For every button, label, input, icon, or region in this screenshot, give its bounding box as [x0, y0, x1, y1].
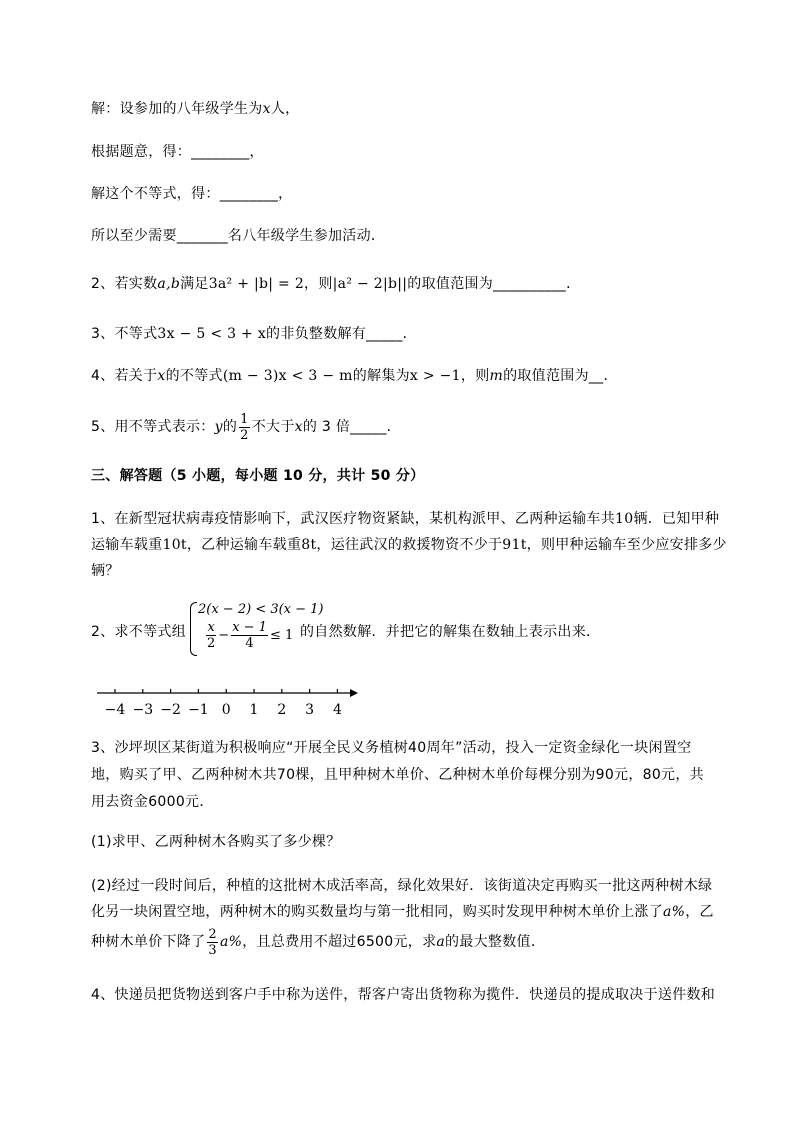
number-line — [95, 686, 365, 722]
var-x: x — [262, 101, 271, 117]
problem-3-part-1: (1)求甲、乙两种树木各购买了多少棵？ — [91, 834, 341, 850]
fraction-one-half: $\frac{1}{2}$ — [240, 411, 249, 443]
number-line-label: 0 — [221, 702, 231, 718]
question-4: 4、若关于x的不等式(m − 3)x < 3 − m的解集为x > −1，则m的取值范围为__． — [91, 368, 618, 384]
number-line-label: −1 — [188, 702, 209, 718]
number-line-label: −2 — [160, 702, 181, 718]
problem-1-line-1: 1、在新型冠状病毒疫情影响下，武汉医疗物资紧缺，某机构派甲、乙两种运输车共10辆．已知甲种 — [91, 511, 720, 527]
solution-intro: 解：设参加的八年级学生为x人， — [91, 101, 300, 117]
number-line-label: 2 — [277, 702, 287, 718]
section-3-heading: 三、解答题（5 小题，每小题 10 分，共计 50 分） — [91, 468, 425, 484]
problem-3-line-3: 用去资金6000元． — [91, 794, 214, 810]
problem-3-line-1: 3、沙坪坝区某街道为积极响应“开展全民义务植树40周年”活动，投入一定资金绿化一块闲置空 — [91, 740, 692, 756]
question-5: 5、用不等式表示：y的 $\frac{1}{2}$ 不大于x的 3 倍_____． — [91, 411, 401, 443]
fraction-two-thirds: $\frac{2}{3}$ — [208, 926, 217, 958]
problem-2-prefix: 2、求不等式组 — [91, 624, 187, 640]
inequality-system — [190, 600, 324, 656]
question-2: 2、若实数a,b满足3a² + |b| = 2，则|a² − 2|b||的取值范围为__________． — [91, 276, 581, 292]
number-line-label: 3 — [305, 702, 315, 718]
problem-3-part-2-line-1: (2)经过一段时间后，种植的这批树木成活率高，绿化效果好．该街道决定再购买一批这两种树木绿 — [91, 878, 713, 894]
number-line-label: 4 — [332, 702, 342, 718]
blank-at-least: 所以至少需要_______名八年级学生参加活动． — [91, 228, 386, 244]
number-line-arrow — [350, 689, 358, 697]
problem-3-line-2: 地，购买了甲、乙两种树木共70棵，且甲种树木单价、乙种树木单价每棵分别为90元，80元，共 — [91, 767, 704, 783]
problem-1-line-2: 运输车载重10t，乙种运输车载重8t，运往武汉的救援物资不少于91t，则甲种运输车至少应安排多少 — [91, 537, 727, 553]
blank-according: 根据题意，得：________， — [91, 144, 264, 160]
problem-4-line-1: 4、快递员把货物送到客户手中称为送件，帮客户寄出货物称为揽件．快递员的提成取决于送件数和 — [91, 987, 716, 1003]
number-line-label: −3 — [132, 702, 154, 718]
number-line-label: 1 — [249, 702, 259, 718]
system-row-2: $\frac{x}{2}$ − $\frac{x - 1}{4}$ ≤ 1 — [207, 620, 294, 651]
left-brace — [190, 602, 197, 656]
question-3: 3、不等式3x − 5 < 3 + x的非负整数解有_____． — [91, 326, 417, 342]
problem-2-suffix: 的自然数解．并把它的解集在数轴上表示出来． — [300, 624, 601, 640]
system-row-1: 2(x − 2) < 3(x − 1) — [198, 602, 324, 617]
number-line-label: −4 — [104, 702, 126, 718]
problem-1-line-3: 辆？ — [91, 563, 120, 579]
number-line-labels — [105, 702, 342, 718]
blank-solve: 解这个不等式，得：________， — [91, 186, 293, 202]
problem-3-part-2-line-3: 种树木单价下降了 $\frac{2}{3}$ a%，且总费用不超过6500元，求a的最大整数值． — [91, 926, 546, 958]
problem-3-part-2-line-2: 化另一块闲置空地，两种树木的购买数量均与第一批相同，购买时发现甲种树木单价上涨了a%，乙 — [91, 904, 714, 920]
